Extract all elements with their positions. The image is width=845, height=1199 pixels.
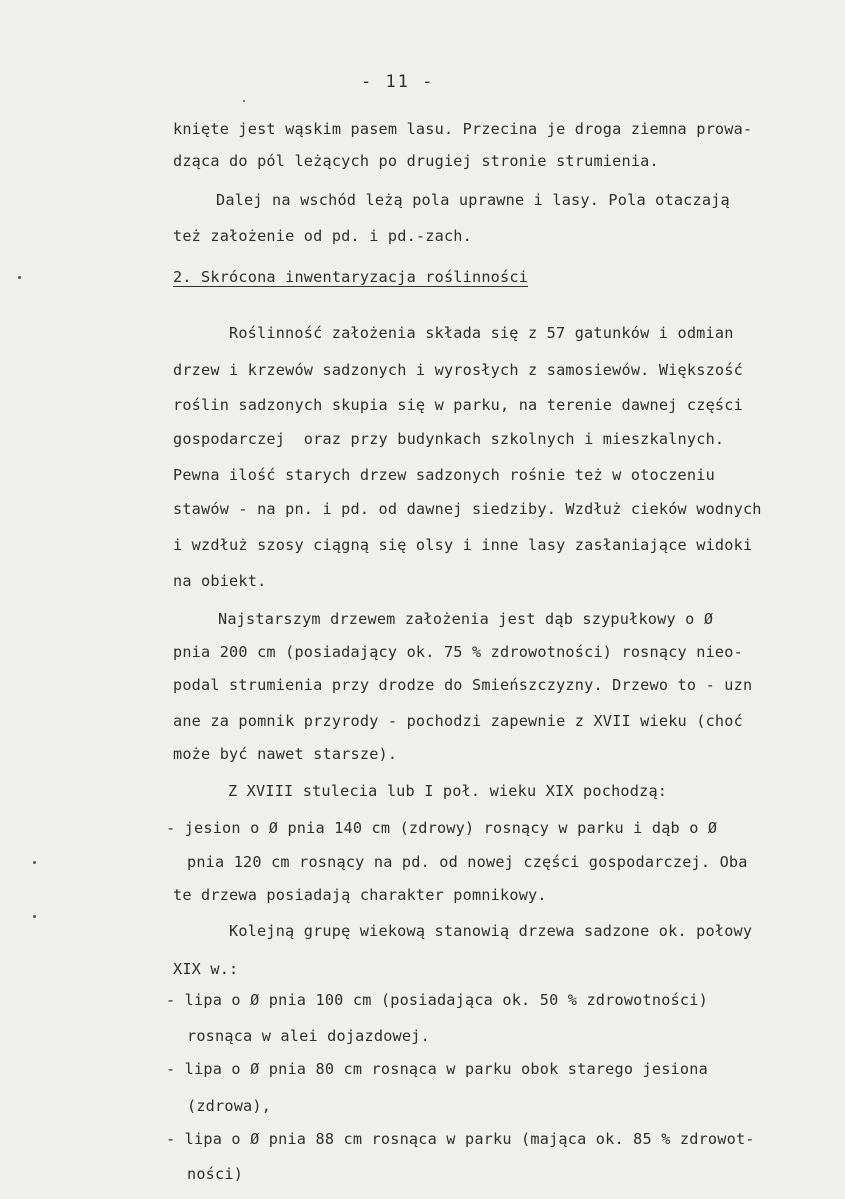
text-line: gospodarczej oraz przy budynkach szkolnych i mieszkalnych.	[173, 430, 725, 448]
text-line: Roślinność założenia składa się z 57 gatunków i odmian	[229, 324, 734, 342]
text-line: knięte jest wąskim pasem lasu. Przecina je droga ziemna prowa-	[173, 120, 753, 138]
text-line: pnia 200 cm (posiadający ok. 75 % zdrowotności) rosnący nieo-	[173, 643, 743, 661]
text-line: Kolejną grupę wiekową stanowią drzewa sadzone ok. połowy	[229, 922, 753, 940]
text-line: - lipa o Ø pnia 80 cm rosnąca w parku obok starego jesiona	[166, 1060, 708, 1078]
speck-mark	[243, 100, 245, 102]
text-line: ności)	[187, 1165, 244, 1183]
text-line: dząca do pól leżących po drugiej stronie strumienia.	[173, 152, 659, 170]
text-line: Pewna ilość starych drzew sadzonych rośnie też w otoczeniu	[173, 466, 715, 484]
text-line: roślin sadzonych skupia się w parku, na terenie dawnej części	[173, 396, 743, 414]
text-line: podal strumienia przy drodze do Smieńszczyzny. Drzewo to - uzn	[173, 676, 753, 694]
text-line: te drzewa posiadają charakter pomnikowy.	[173, 886, 547, 904]
text-line: XIX w.:	[173, 960, 239, 978]
text-line: rosnąca w alei dojazdowej.	[187, 1027, 430, 1045]
text-line: i wzdłuż szosy ciągną się olsy i inne lasy zasłaniające widoki	[173, 536, 753, 554]
text-line: (zdrowa),	[187, 1097, 272, 1115]
text-line: też założenie od pd. i pd.-zach.	[173, 227, 472, 245]
binding-hole-mark	[33, 861, 36, 864]
text-line: na obiekt.	[173, 572, 267, 590]
text-line: - lipa o Ø pnia 88 cm rosnąca w parku (mająca ok. 85 % zdrowot-	[166, 1130, 755, 1148]
text-line: - lipa o Ø pnia 100 cm (posiadająca ok. 50 % zdrowotności)	[166, 991, 708, 1009]
text-line: Z XVIII stulecia lub I poł. wieku XIX pochodzą:	[228, 782, 668, 800]
text-line: ane za pomnik przyrody - pochodzi zapewnie z XVII wieku (choć	[173, 712, 743, 730]
text-line: może być nawet starsze).	[173, 745, 398, 763]
page-number: - 11 -	[361, 72, 435, 92]
text-line: stawów - na pn. i pd. od dawnej siedziby. Wzdłuż cieków wodnych	[173, 500, 762, 518]
binding-hole-mark	[33, 915, 36, 918]
section-heading: 2. Skrócona inwentaryzacja roślinności	[173, 268, 529, 286]
binding-hole-mark	[18, 276, 21, 279]
text-line: Dalej na wschód leżą pola uprawne i lasy. Pola otaczają	[216, 191, 730, 209]
text-line: drzew i krzewów sadzonych i wyrosłych z samosiewów. Większość	[173, 361, 743, 379]
text-line: pnia 120 cm rosnący na pd. od nowej części gospodarczej. Oba	[187, 853, 748, 871]
text-line: Najstarszym drzewem założenia jest dąb szypułkowy o Ø	[218, 610, 714, 628]
text-line: - jesion o Ø pnia 140 cm (zdrowy) rosnący w parku i dąb o Ø	[166, 819, 718, 837]
